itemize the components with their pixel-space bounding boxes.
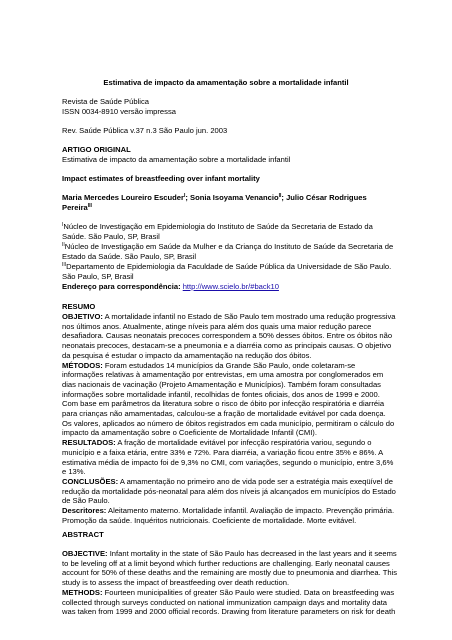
line-text: A fração de mortalidade evitável por infecção respiratória variou, segundo o <box>115 438 372 448</box>
line-text: Infant mortality in the state of São Paulo has decreased in the last years and it seems <box>107 549 397 558</box>
paragraph-line <box>62 487 396 497</box>
paragraph-line <box>62 568 397 578</box>
line-text: estimativa média de impacto foi de 9,3% no CMI, com variações, segundo o município, entre 3,6% <box>62 457 394 467</box>
author-3-sup: III <box>87 203 92 209</box>
citation: Rev. Saúde Pública v.37 n.3 São Paulo jun. 2003 <box>62 126 228 135</box>
line-text: município e a faixa etária, entre 33% e 72%. Para diarréia, a variação ficou entre 35% e 86%. A <box>62 447 384 457</box>
paragraph-line <box>62 409 386 419</box>
line-text: A amamentação no primeiro ano de vida pode ser a estratégia mais exeqüível de <box>118 476 393 486</box>
line-text: collected through surveys conducted on national immunization campaign days and mortality data <box>62 597 388 607</box>
affiliation-3: $^{III}$Departamento de Epidemiologia da Faculdade de Saúde Pública da Universidade de São Paulo. <box>62 262 392 271</box>
line-text: Promoção da saúde. Inquéritos nutricionais. Coeficiente de mortalidade. Morte evitável. <box>62 515 357 525</box>
line-text: da pesquisa é estudar o impacto da amamentação na redução dos óbitos. <box>62 350 312 360</box>
issn: ISSN 0034-8910 versão impressa <box>62 107 176 116</box>
line-text: impacto da amamentação sobre o Coeficiente de Mortalidade Infantil (CMI). <box>62 428 317 438</box>
line-text: Aleitamento materno. Mortalidade infantil. Avaliação de impacto. Prevenção primária. <box>106 506 395 515</box>
resumo-heading: RESUMO <box>62 302 96 311</box>
line-text: was taken from 1999 and 2000 official records. Drawing from literature parameters on risk for death <box>62 607 396 617</box>
line-text: redução da mortalidade pós-neonatal para além dos níveis já alcançados em municípios do Estado <box>62 486 396 496</box>
paragraph-line <box>62 496 110 506</box>
line-text: study is to assess the impact of breastfeeding over death reduction. <box>62 578 290 588</box>
affiliation-3-cont: São Paulo, SP, Brasil <box>62 272 134 281</box>
section-label: Descritores: <box>62 506 107 515</box>
paragraph-line <box>62 428 317 438</box>
line-text: A mortalidade infantil no Estado de São Paulo tem mostrado uma redução progressiva <box>102 312 396 321</box>
paragraph-line <box>62 380 381 390</box>
line-text: de São Paulo. <box>62 496 110 506</box>
line-text: Os valores, aplicados ao número de óbitos registrados em cada município, permitiram o cálculo do <box>62 418 395 428</box>
paragraph-line <box>62 322 371 332</box>
line-text: nos últimos anos. Atualmente, atinge níveis para além dos quais uma maior redução parece <box>62 321 372 331</box>
line-text: Com base em parâmetros da literatura sobre o risco de óbito por infecção respiratória e diarréia <box>62 399 385 409</box>
paragraph-line <box>62 351 312 361</box>
author-1-sup: I <box>183 193 186 199</box>
line-text: dias nacionais de vacinação (Projeto Amamentação e Municípios). Também foram consultadas <box>62 379 381 389</box>
paragraph-line <box>62 598 387 608</box>
paragraph-line <box>62 559 390 569</box>
line-text: to be leveling off at a limit beyond which further reductions are challenging. Early neonatal causes <box>62 558 390 568</box>
article-type: ARTIGO ORIGINAL <box>62 145 131 154</box>
paragraph-line <box>62 370 383 380</box>
authors-line-2 <box>62 203 92 213</box>
paragraph-line <box>62 549 397 559</box>
author-2: Sonia Isoyama Venancio <box>190 193 279 202</box>
paragraph-line <box>62 438 372 448</box>
paragraph-line <box>62 588 394 598</box>
author-2-sup: II <box>278 193 282 199</box>
line-text: desafiadora. Causas neonatais precoces correspondem a 50% desses óbitos. Entre os óbitos não <box>62 331 393 341</box>
paragraph-line <box>62 331 392 341</box>
line-text: para crianças não amamentadas, calculou-se a fração de mortalidade evitável por cada doença. <box>62 409 386 418</box>
section-label: OBJETIVO: <box>62 312 103 321</box>
line-text: neonatais precoces, destacam-se a pneumonia e a diarréia como as principais causas. O objetivo <box>62 341 392 351</box>
section-label: RESULTADOS: <box>62 438 116 448</box>
article-title: Estimativa de impacto da amamentação sobre a mortalidade infantil <box>103 78 349 87</box>
line-text: Fourteen municipalities of greater São Paulo were studied. Data on breastfeeding was <box>102 587 395 597</box>
paragraph-line <box>62 399 384 409</box>
correspondence: Endereço para correspondência: http://www.scielo.br/#back10 <box>62 282 279 291</box>
line-text: Foram estudados 14 municípios da Grande São Paulo, onde coletaram-se <box>102 360 356 370</box>
affiliation-1: $^I$Núcleo de Investigação em Epidemiologia do Instituto de Saúde da Secretaria de Estado da <box>62 222 373 231</box>
line-text: account for 50% of these deaths and the remaining are mostly due to pneumonia and diarrhea. This <box>62 568 398 578</box>
line-text: e 13%. <box>62 467 86 477</box>
title-english: Impact estimates of breastfeeding over infant mortality <box>62 174 260 183</box>
affiliation-2-cont: Estado da Saúde. São Paulo, SP, Brasil <box>62 252 197 261</box>
correspondence-label: Endereço para correspondência <box>62 282 179 291</box>
author-3: Julio César Rodrigues <box>286 193 367 202</box>
author-1: Maria Mercedes Loureiro Escuder <box>62 193 184 202</box>
paragraph-line <box>62 341 391 351</box>
paragraph-line <box>62 361 355 371</box>
abstract-heading: ABSTRACT <box>62 530 104 539</box>
paragraph-line <box>62 458 393 468</box>
paragraph-line <box>62 312 395 322</box>
author-3-cont: Pereira <box>62 203 88 212</box>
paragraph-line <box>62 390 380 400</box>
paragraph-line <box>62 477 393 487</box>
paragraph-line <box>62 419 394 429</box>
paragraph-line <box>62 578 289 588</box>
section-label: CONCLUSÕES: <box>62 476 119 486</box>
paragraph-line <box>62 607 395 617</box>
section-label: OBJECTIVE: <box>62 549 108 558</box>
affiliation-2: $^{II}$Núcleo de Investigação em Saúde da Mulher e da Criança do Instituto de Saúde da Secretaria de <box>62 242 394 251</box>
paragraph-line <box>62 467 86 477</box>
journal-name: Revista de Saúde Pública <box>62 97 149 106</box>
affiliation-1-cont: Saúde. São Paulo, SP, Brasil <box>62 232 160 241</box>
paragraph-line <box>62 516 356 526</box>
paragraph-line <box>62 448 383 458</box>
title-repeat: Estimativa de impacto da amamentação sobre a mortalidade infantil <box>62 155 291 164</box>
authors-line-1: Maria Mercedes Loureiro Escuder$^I$; Sonia Isoyama Venancio$^{II}$; Julio César Rodrigues <box>62 193 367 202</box>
line-text: informações sobre mortalidade infantil, recolhidas de fontes oficiais, dos anos de 1999 e 2000. <box>62 389 380 399</box>
line-text: informações relativas à amamentação por entrevistas, em uma amostra por conglomerados em <box>62 370 384 380</box>
section-label: METHODS: <box>62 587 103 597</box>
correspondence-link[interactable]: http://www.scielo.br/#back10 <box>182 282 279 291</box>
section-label: MÉTODOS: <box>62 360 103 370</box>
paragraph-line <box>62 506 394 516</box>
